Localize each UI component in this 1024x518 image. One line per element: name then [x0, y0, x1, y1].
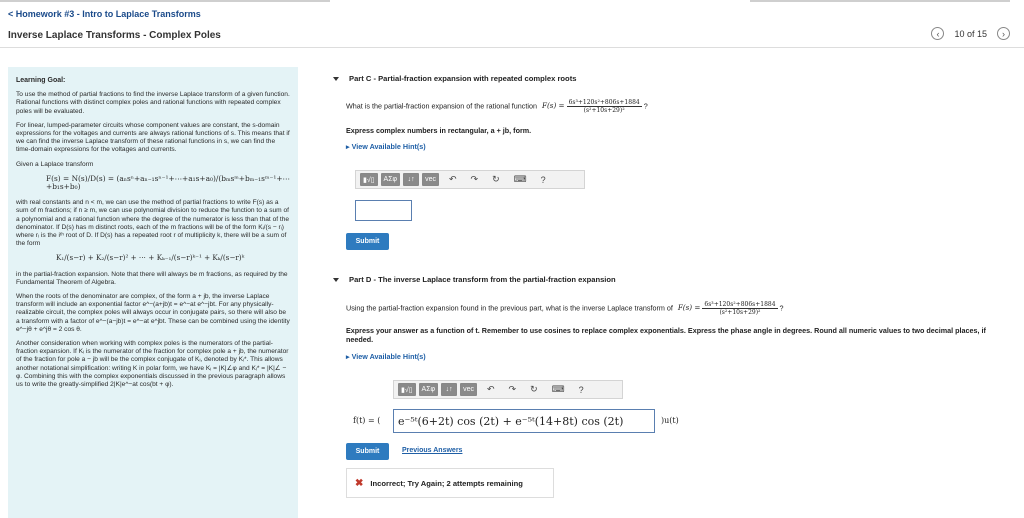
header-divider [0, 47, 1024, 48]
part-c-question: What is the partial-fraction expansion of the rational function F(s) = $\frac{\text{6s³+120s²+806s+1884}}{\text{(s²+10s+29)²}}$ ? [346, 99, 648, 114]
reset-icon[interactable]: ↻ [530, 384, 538, 394]
part-d-submit-button[interactable]: Submit [346, 443, 389, 460]
redo-icon[interactable]: ↷ [508, 384, 517, 394]
help-icon[interactable]: ? [578, 384, 584, 395]
greek-button[interactable]: ΑΣφ [419, 383, 439, 396]
previous-answers-link[interactable]: Previous Answers [402, 447, 463, 454]
collapse-triangle-icon [333, 278, 339, 282]
template-button[interactable]: ▮√▯ [398, 383, 416, 396]
partial-fraction-sum-formula: K₁/(s−r) + K₂/(s−r)² + ⋯ + Kₖ₋₁/(s−r)ᵏ⁻¹ + Kₖ/(s−r)ᵏ [56, 253, 245, 263]
reset-icon[interactable]: ↻ [492, 174, 500, 184]
part-c-answer-input[interactable] [355, 200, 412, 221]
part-c-submit-button[interactable]: Submit [346, 233, 389, 250]
part-c-hint-link[interactable]: ▸ View Available Hint(s) [346, 142, 426, 151]
part-d-question: Using the partial-fraction expansion found in the previous part, what is the inverse Laplace transform of F(s) = $\frac{\text{6s³+120s²+806s+1884}}{\text{(s²+10s+29)²}}$ ? [346, 301, 784, 316]
part-c-math-toolbar [355, 170, 585, 189]
chevron-left-icon[interactable]: ‹ [931, 27, 944, 40]
undo-icon[interactable]: ↶ [449, 174, 457, 184]
learning-goal-panel [8, 67, 298, 518]
part-d-hint-link[interactable]: ▸ View Available Hint(s) [346, 352, 426, 361]
back-to-assignment-link[interactable]: < Homework #3 - Intro to Laplace Transforms [8, 9, 201, 19]
goal-paragraph-6: When the roots of the denominator are complex, of the form a + jb, the inverse Laplace transform will include an exponential factor e^−(a+jb)t = e^−at e^−jbt. For any physically-realizable circuit, the complex poles will always occur in conjugate pairs, so there will also be a transform with a factor of e^−(a−jb)t = e^−at e^jbt. These can be combined using the identity e^−jθ + e^jθ = 2 cos θ. [16, 293, 290, 333]
goal-paragraph-3: Given a Laplace transform [16, 160, 94, 168]
part-c-heading[interactable]: Part C - Partial-fraction expansion with repeated complex roots [333, 74, 576, 83]
subscript-button[interactable]: ↓↑ [403, 173, 419, 186]
answer-suffix: )u(t) [661, 416, 679, 425]
template-button[interactable]: ▮√▯ [360, 173, 378, 186]
part-c-instruction: Express complex numbers in rectangular, a + jb, form. [346, 126, 532, 135]
chevron-right-icon[interactable]: › [997, 27, 1010, 40]
keyboard-icon[interactable]: ⌨ [551, 384, 565, 394]
part-d-heading[interactable]: Part D - The inverse Laplace transform from the partial-fraction expansion [333, 275, 616, 284]
collapse-triangle-icon [333, 77, 339, 81]
laplace-formula: F(s) = N(s)/D(s) = (aₙsⁿ+aₙ₋₁sⁿ⁻¹+⋯+a₁s+a₀)/(bₘsᵐ+bₘ₋₁sᵐ⁻¹+⋯+b₁s+b₀) [46, 173, 290, 192]
goal-paragraph-4: with real constants and n < m, we can use the method of partial fractions to write F(s) as a sum of m fractions; if n ≥ m, we can use polynomial division to reduce the function to a sum of a polynomial and a rational function where the degree of the numerator is less than that of the denominator. If D(s) has m distinct roots, each of the m fractions will be of the form Kᵢ/(s − rᵢ) where rᵢ is the iᵗʰ root of D. If D(s) has a repeated root r of multiplicity k, there will be a sum of the form [16, 199, 290, 248]
goal-paragraph-7: Another consideration when working with complex poles is the numerators of the partial-fraction expansion. If Kᵢ is the numerator of the fraction for complex pole a + jb, the numerator of the fraction for pole a − jb will be the complex conjugate of Kᵢ, denoted by Kᵢ*. This allows another notational simplification: writing K in polar form, we have Kᵢ = |K|∠φ and Kᵢ* = |K|∠ − φ. Combining this with the complex exponentials discussed in the previous paragraph allows us to write the greatly-simplified 2|K|e^−at cos(bt + φ). [16, 340, 289, 389]
answer-prefix: f(t) = ( [353, 416, 381, 425]
feedback-message: ✖ Incorrect; Try Again; 2 attempts remaining [346, 468, 554, 498]
goal-paragraph-5: in the partial-fraction expansion. Note that there will always be m fractions, as required by the Fundamental Theorem of Algebra. [16, 270, 288, 286]
pager [931, 27, 1010, 40]
top-progress-line [0, 0, 1024, 3]
page-title: Inverse Laplace Transforms - Complex Poles [8, 30, 221, 41]
help-icon[interactable]: ? [540, 174, 546, 185]
learning-goal-heading: Learning Goal: [16, 77, 66, 84]
subscript-button[interactable]: ↓↑ [441, 383, 457, 396]
incorrect-x-icon: ✖ [355, 477, 364, 489]
redo-icon[interactable]: ↷ [470, 174, 479, 184]
part-d-answer-input[interactable]: e⁻⁵ᵗ(6+2t) cos (2t) + e⁻⁵ᵗ(14+8t) cos (2t) [393, 409, 655, 433]
undo-icon[interactable]: ↶ [487, 384, 495, 394]
vector-button[interactable]: vec [460, 383, 477, 396]
pager-count: 10 of 15 [954, 28, 987, 39]
greek-button[interactable]: ΑΣφ [381, 173, 401, 186]
keyboard-icon[interactable]: ⌨ [513, 174, 527, 184]
part-d-instruction: Express your answer as a function of t. Remember to use cosines to replace complex exponentials. Express the phase angle in degrees. Round all numeric values to two decimal places, if needed. [346, 326, 986, 344]
part-d-math-toolbar [393, 380, 623, 399]
goal-paragraph-1: To use the method of partial fractions to find the inverse Laplace transform of a given function. Rational functions with distinct complex poles and rational functions with repeated complex poles will be evaluated. [16, 91, 290, 115]
vector-button[interactable]: vec [422, 173, 439, 186]
goal-paragraph-2: For linear, lumped-parameter circuits whose component values are constant, the s-domain expressions for the voltages and currents are always rational functions of s. This means that if we can find the inverse Laplace transform of these rational functions in s, we can find the time-domain expressions for the voltages and currents. [16, 121, 290, 154]
